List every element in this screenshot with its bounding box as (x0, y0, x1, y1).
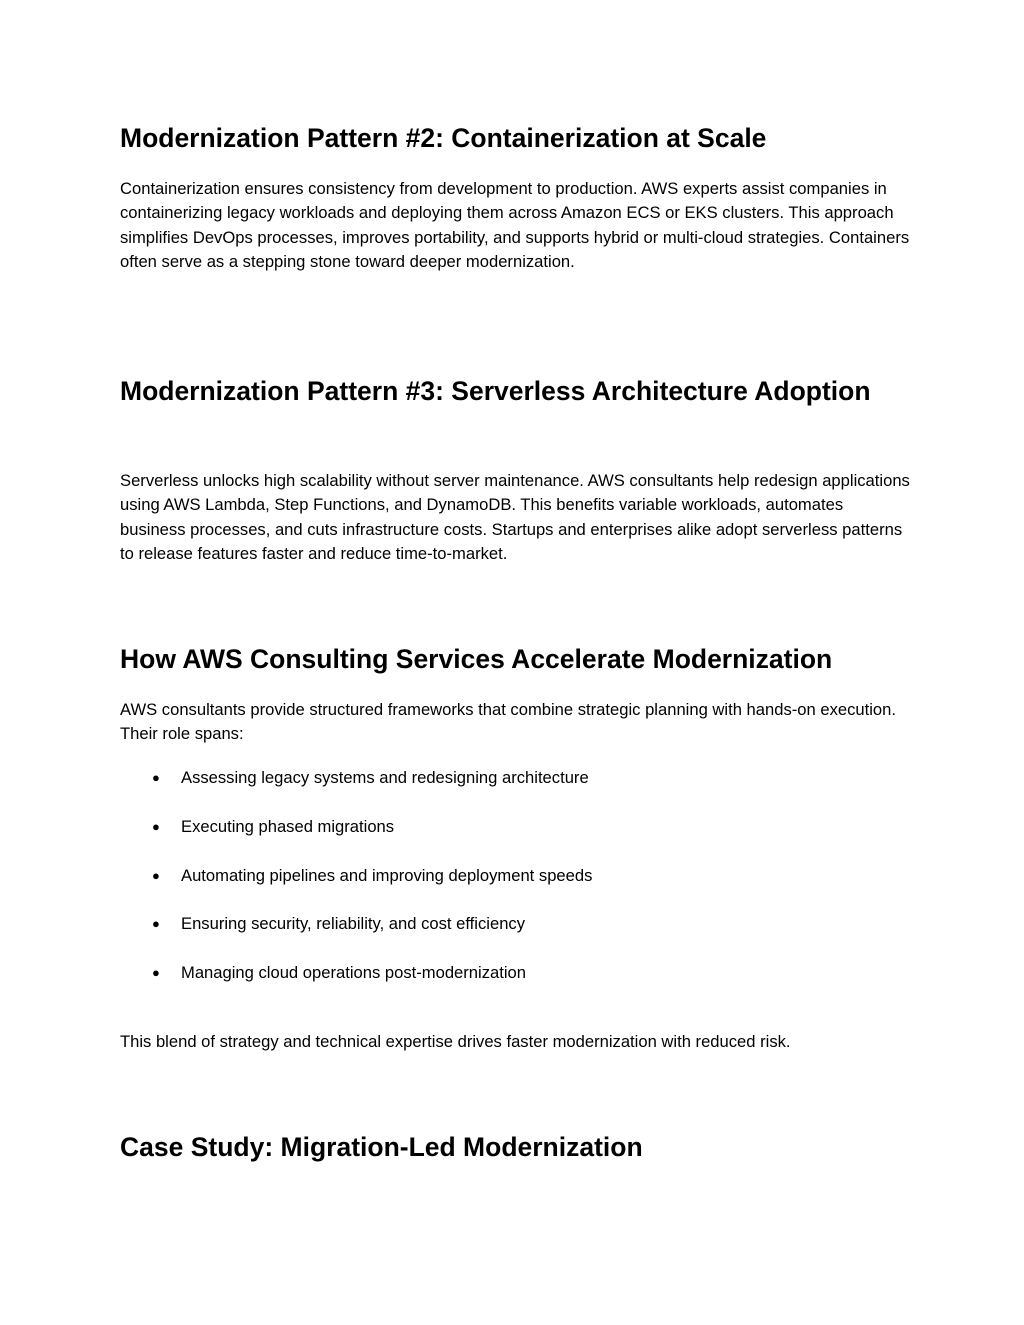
list-item (120, 912, 910, 961)
section-closing-consulting: This blend of strategy and technical expertise drives faster modernization with reduced risk. (120, 1032, 791, 1051)
section-heading-case-study: Case Study: Migration-Led Modernization (120, 1132, 643, 1162)
list-item-text: Executing phased migrations (181, 816, 395, 836)
list-item (120, 961, 910, 1010)
bullet-icon: ● (152, 916, 160, 932)
consulting-role-list (120, 766, 910, 1010)
section-paragraph-serverless: Serverless unlocks high scalability without server maintenance. AWS consultants help redesign applications using AWS Lambda, Step Functions, and DynamoDB. This benefits variable workloads, automates business processes, and cuts infrastructure costs. Startups and enterprises alike adopt serverless patterns to release features faster and reduce time-to-market. (120, 471, 910, 564)
list-item (120, 815, 910, 864)
list-item-text: Assessing legacy systems and redesigning architecture (181, 768, 589, 787)
list-item-text: Ensuring security, reliability, and cost efficiency (181, 914, 526, 934)
bullet-icon: ● (152, 965, 160, 981)
list-item (120, 864, 910, 913)
list-item-text: Managing cloud operations post-modernization (181, 963, 526, 983)
section-paragraph-consulting: AWS consultants provide structured frameworks that combine strategic planning with hands-on execution. Their role spans: (120, 700, 896, 744)
bullet-icon: ● (152, 770, 160, 785)
list-item (120, 766, 910, 815)
bullet-icon: ● (152, 867, 160, 883)
section-paragraph-containerization: Containerization ensures consistency from development to production. AWS experts assist companies in containerizing legacy workloads and deploying them across Amazon ECS or EKS clusters. This approach simplifies DevOps processes, improves portability, and supports hybrid or multi-cloud strategies. Containers often serve as a stepping stone toward deeper modernization. (120, 179, 910, 272)
section-heading-containerization: Modernization Pattern #2: Containerization at Scale (120, 123, 767, 153)
section-heading-consulting: How AWS Consulting Services Accelerate Modernization (120, 644, 833, 674)
section-heading-serverless: Modernization Pattern #3: Serverless Architecture Adoption (120, 376, 871, 406)
list-item-text: Automating pipelines and improving deployment speeds (181, 865, 593, 885)
bullet-icon: ● (152, 818, 160, 834)
